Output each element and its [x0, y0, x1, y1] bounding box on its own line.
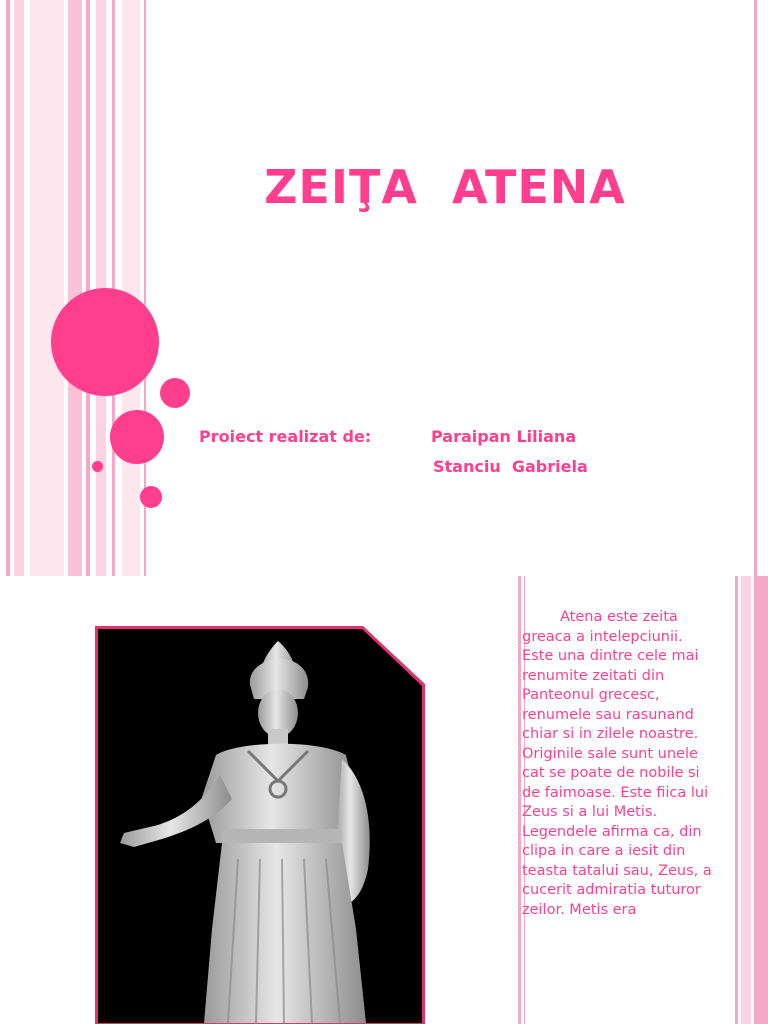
decorative-stripe	[754, 0, 757, 576]
author-name: Stanciu Gabriela	[433, 457, 588, 476]
decorative-stripe	[6, 0, 10, 576]
decorative-stripe	[122, 0, 140, 576]
dot-circle-decoration	[92, 461, 103, 472]
decorative-stripe	[68, 0, 82, 576]
athena-description: Atena este zeita greaca a intelepciunii. Este una dintre cele mai renumite zeitati din Panteonul grecesc, renumele sau rasunand chiar si in zilele noastre. Originile sale sunt unele cat se poate de nobile si de faimoase. Este fiica lui Zeus si a lui Metis. Legendele afirma ca, din clipa in care a iesit din teasta tatalui sau, Zeus, a cucerit admiratia tuturor zeilor. Metis era	[522, 609, 712, 918]
author-name: Paraipan Liliana	[431, 427, 577, 446]
small-circle-decoration	[140, 486, 162, 508]
decorative-stripe	[735, 576, 738, 1024]
decorative-stripe	[741, 576, 751, 1024]
decorative-stripe	[86, 0, 90, 576]
decorative-stripe	[518, 576, 521, 1024]
decorative-stripe	[30, 0, 64, 576]
large-circle-decoration	[51, 288, 159, 396]
small-circle-decoration	[160, 378, 190, 408]
statue-of-athena-icon	[98, 629, 422, 1023]
statue-photo	[98, 629, 422, 1023]
credit-label: Proiect realizat de:	[199, 427, 372, 446]
content-slide	[0, 576, 768, 1024]
page-title: ZEIŢA ATENA	[264, 160, 626, 214]
statue-photo-frame	[95, 626, 425, 1024]
decorative-stripe	[754, 576, 768, 1024]
decorative-stripe	[14, 0, 24, 576]
medium-circle-decoration	[110, 410, 164, 464]
